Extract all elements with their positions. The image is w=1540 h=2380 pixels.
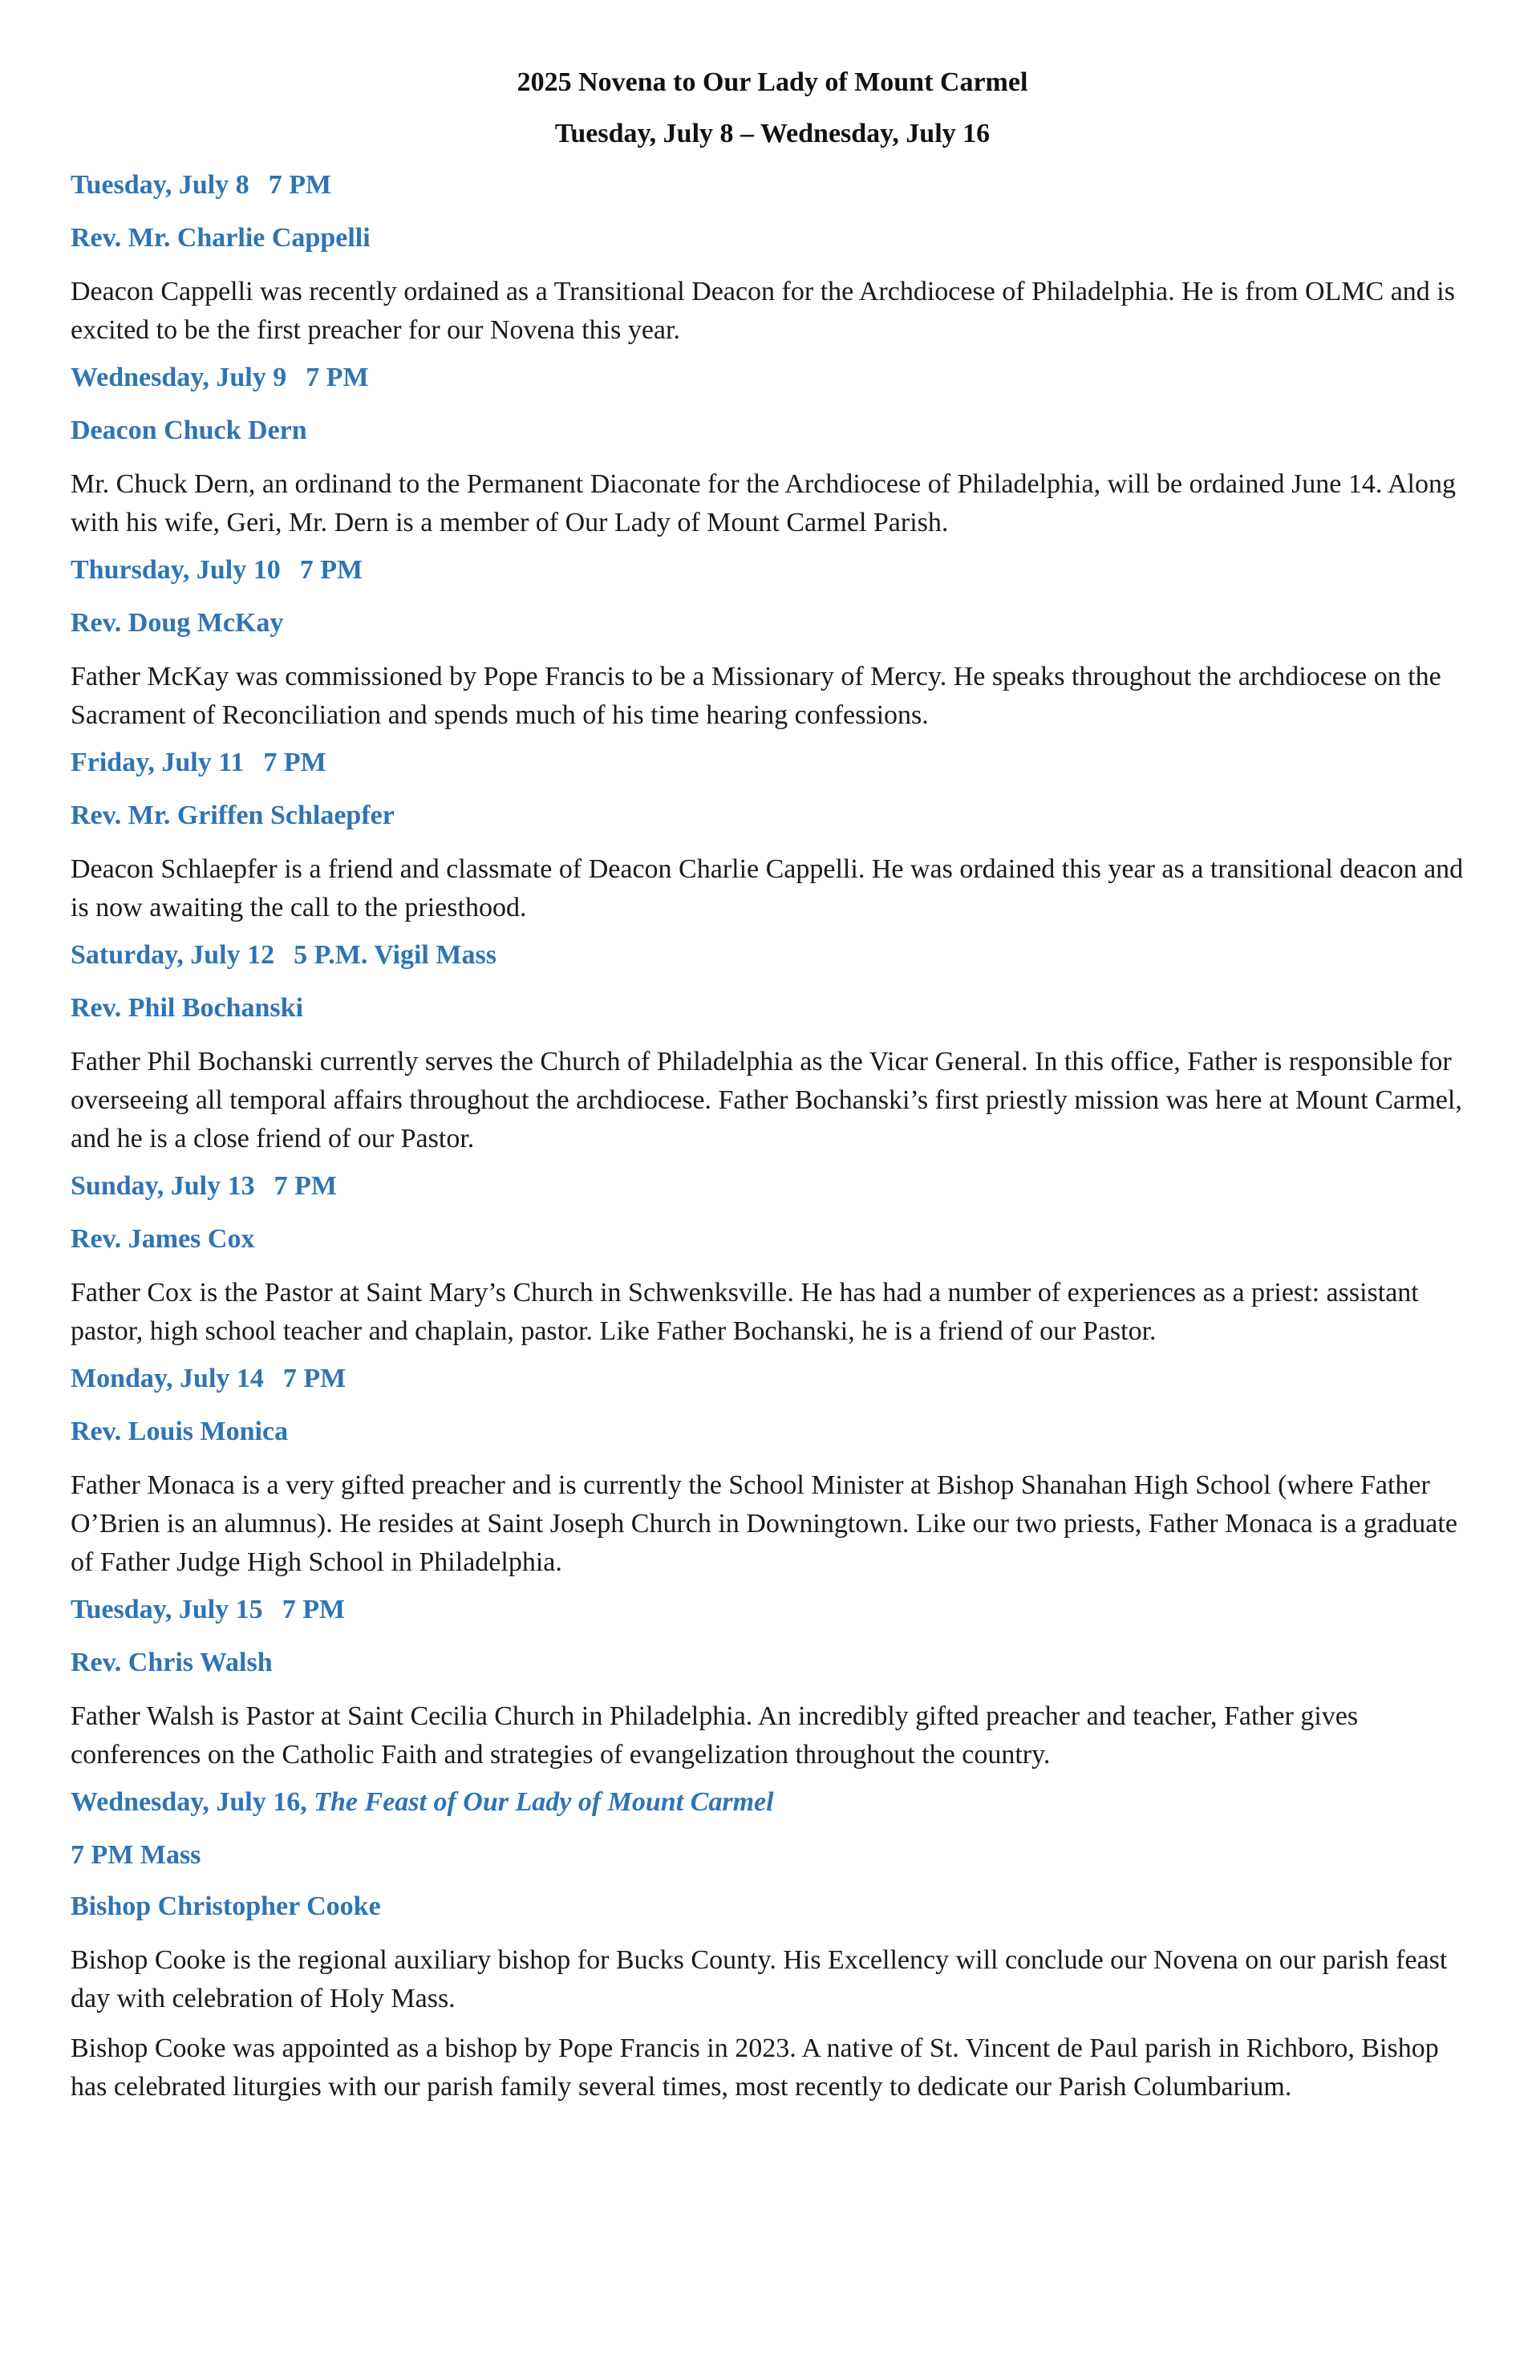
day-label: Thursday, July 10	[71, 555, 281, 585]
time-label: 7 PM	[268, 170, 332, 200]
time-label: 5 P.M. Vigil Mass	[294, 940, 496, 970]
schedule-entry	[71, 746, 1474, 927]
entry-day	[71, 746, 1474, 780]
entry-day	[71, 939, 1474, 972]
document-title: 2025 Novena to Our Lady of Mount Carmel	[517, 67, 1028, 97]
schedule-entry	[71, 168, 1474, 350]
entry-day	[71, 168, 1474, 202]
entry-speaker: Rev. Louis Monica	[71, 1417, 289, 1446]
entry-description: Father McKay was commissioned by Pope Francis to be a Missionary of Mercy. He speaks throughout the archdiocese on the Sacrament of Reconciliation and spends much of his time hearing confessions.	[71, 662, 1441, 730]
final-description-1: Bishop Cooke is the regional auxiliary bishop for Bucks County. His Excellency will conclude our Novena on our parish feast day with celebration of Holy Mass.	[71, 1945, 1448, 2013]
day-label: Tuesday, July 15	[71, 1595, 263, 1624]
schedule-entry	[71, 939, 1474, 1158]
final-day	[71, 1786, 1474, 1819]
entry-speaker: Rev. James Cox	[71, 1224, 255, 1254]
entry-description: Deacon Cappelli was recently ordained as a Transitional Deacon for the Archdiocese of Philadelphia. He is from OLMC and is excited to be the first preacher for our Novena this year.	[71, 277, 1455, 345]
time-label: 7 PM	[299, 555, 363, 585]
schedule-entry	[71, 1593, 1474, 1774]
entry-description: Father Monaca is a very gifted preacher and is currently the School Minister at Bishop Shanahan High School (where Father O’Brien is an alumnus). He resides at Saint Joseph Church in Downingtown. Like our two priests, Father Monaca is a graduate of Father Judge High School in Philadelphia.	[71, 1470, 1457, 1577]
time-label: 7 PM	[263, 748, 326, 777]
final-description-2: Bishop Cooke was appointed as a bishop by Pope Francis in 2023. A native of St. Vincent de Paul parish in Richboro, Bishop has celebrated liturgies with our parish family several times, most recently to dedicate our Parish Columbarium.	[71, 2033, 1439, 2102]
final-entry	[71, 1786, 1474, 2106]
feast-label: The Feast of Our Lady of Mount Carmel	[314, 1787, 774, 1817]
time-label: 7 PM	[306, 363, 369, 392]
time-label: 7 PM	[274, 1171, 337, 1201]
time-label: 7 PM	[282, 1364, 346, 1393]
entry-speaker: Rev. Chris Walsh	[71, 1648, 273, 1677]
document-subtitle: Tuesday, July 8 – Wednesday, July 16	[554, 119, 991, 148]
schedule-entry	[71, 1170, 1474, 1351]
final-time: 7 PM Mass	[71, 1840, 201, 1870]
entry-description: Father Phil Bochanski currently serves the Church of Philadelphia as the Vicar General. In this office, Father is responsible for overseeing all temporal affairs throughout the archdiocese. Father Bochanski’s first priestly mission was here at Mount Carmel, and he is a close friend of our Pastor.	[71, 1047, 1462, 1154]
entry-day	[71, 1593, 1474, 1627]
schedule-entry	[71, 361, 1474, 542]
day-label: Tuesday, July 8	[71, 170, 249, 200]
entry-day	[71, 1170, 1474, 1203]
entry-day	[71, 1362, 1474, 1396]
day-label: Sunday, July 13	[71, 1171, 255, 1201]
day-label: Monday, July 14	[71, 1364, 264, 1393]
entry-description: Father Walsh is Pastor at Saint Cecilia Church in Philadelphia. An incredibly gifted preacher and teacher, Father gives conferences on the Catholic Faith and strategies of evangelization throughout the country.	[71, 1701, 1359, 1770]
schedule-entry	[71, 553, 1474, 735]
time-label: 7 PM	[282, 1595, 346, 1624]
day-label: Friday, July 11	[71, 748, 245, 777]
novena-document	[71, 66, 1474, 2118]
day-label: Wednesday, July 9	[71, 363, 287, 392]
entry-day	[71, 553, 1474, 587]
entry-description: Mr. Chuck Dern, an ordinand to the Permanent Diaconate for the Archdiocese of Philadelphia, will be ordained June 14. Along with his wife, Geri, Mr. Dern is a member of Our Lady of Mount Carmel Parish.	[71, 469, 1456, 537]
entry-description: Deacon Schlaepfer is a friend and classmate of Deacon Charlie Cappelli. He was ordained this year as a transitional deacon and is now awaiting the call to the priesthood.	[71, 854, 1464, 922]
day-label: Wednesday, July 16,	[71, 1787, 307, 1817]
entry-description: Father Cox is the Pastor at Saint Mary’s Church in Schwenksville. He has had a number of experiences as a priest: assistant pastor, high school teacher and chaplain, pastor. Like Father Bochanski, he is a friend of our Pastor.	[71, 1278, 1419, 1346]
schedule-entry	[71, 1362, 1474, 1582]
entry-speaker: Rev. Mr. Griffen Schlaepfer	[71, 801, 395, 830]
final-speaker: Bishop Christopher Cooke	[71, 1891, 381, 1921]
entry-day	[71, 361, 1474, 395]
entry-speaker: Rev. Doug McKay	[71, 608, 284, 638]
entry-speaker: Rev. Phil Bochanski	[71, 993, 304, 1023]
day-label: Saturday, July 12	[71, 940, 275, 970]
entry-speaker: Deacon Chuck Dern	[71, 416, 307, 445]
entry-speaker: Rev. Mr. Charlie Cappelli	[71, 223, 371, 253]
